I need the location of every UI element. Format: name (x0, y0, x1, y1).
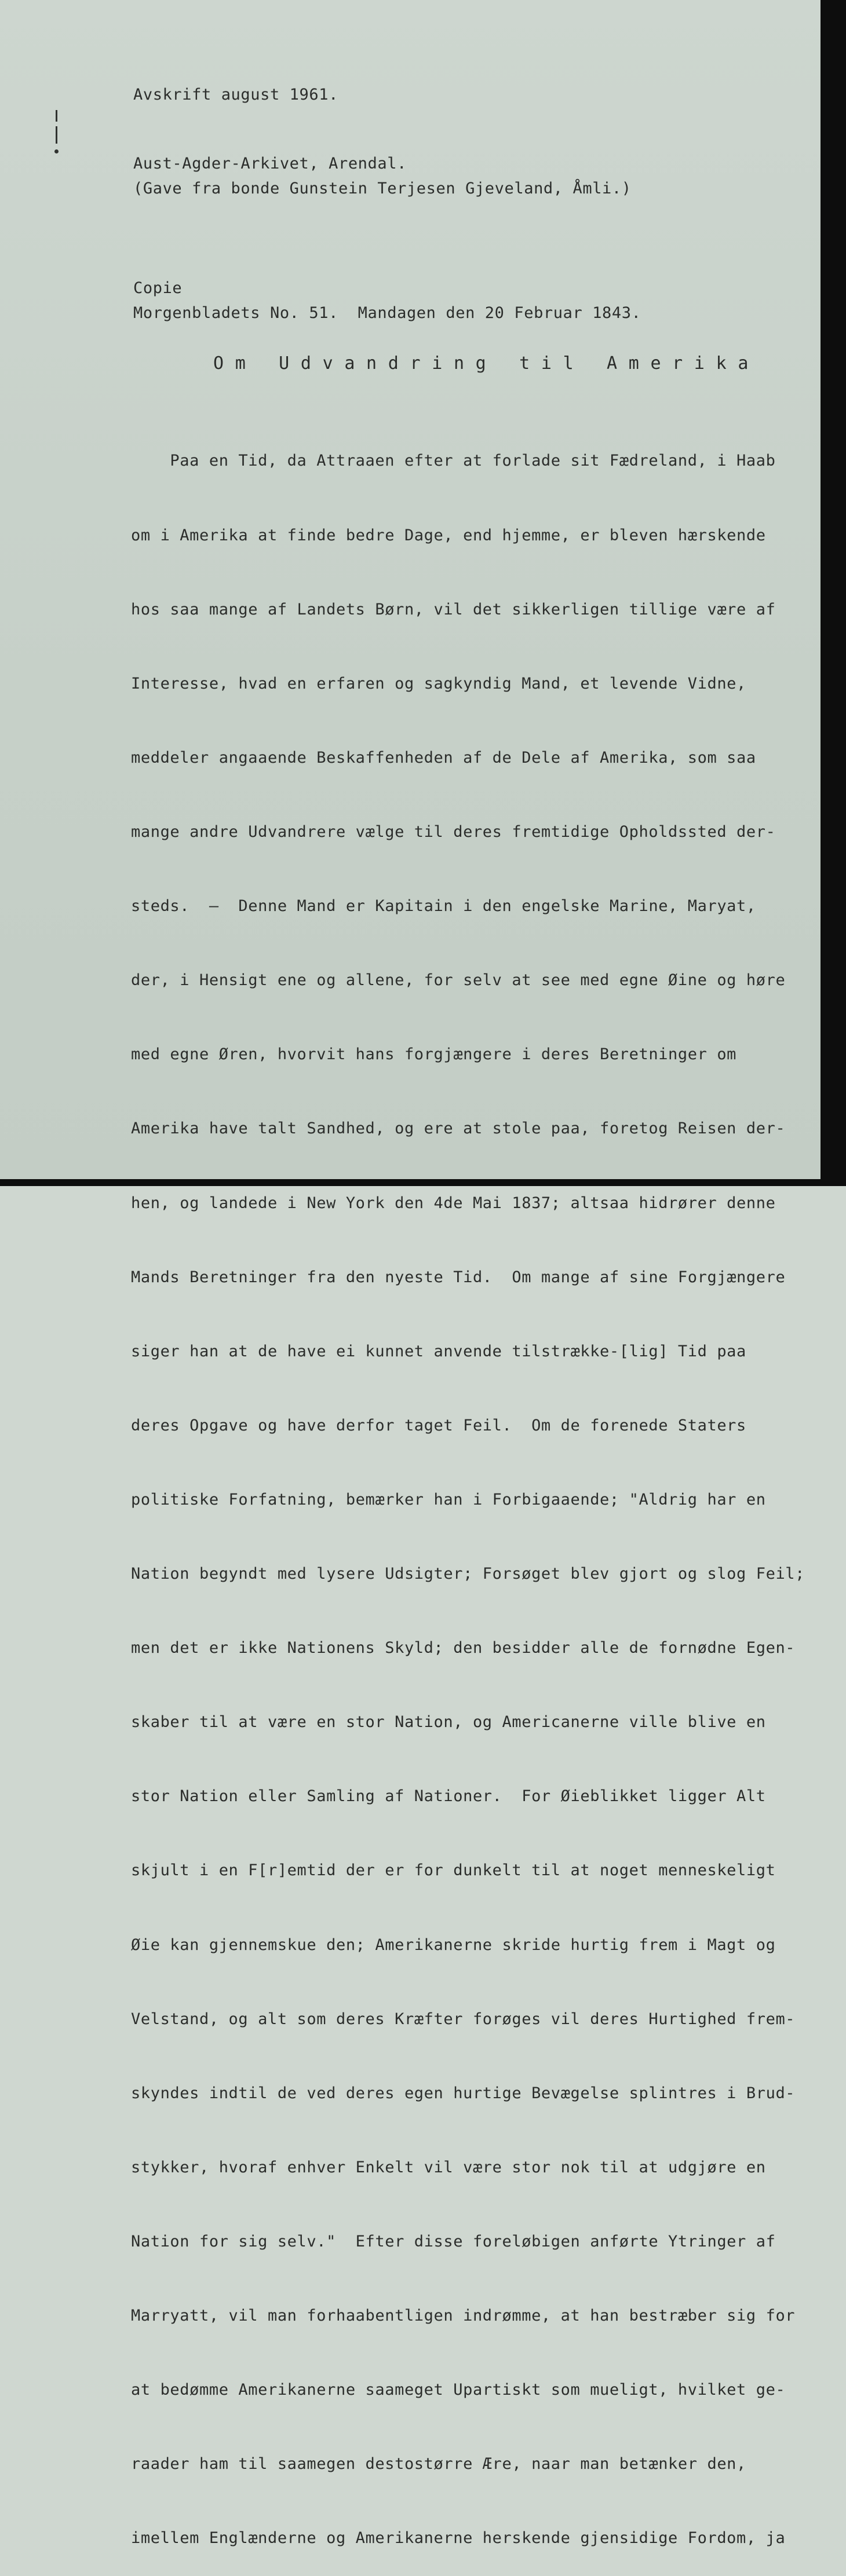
newspaper-reference: Morgenbladets No. 51. Mandagen den 20 Februar 1843. (133, 304, 641, 322)
article-line: Marryatt, vil man forhaabentligen indrømme, at han bestræber sig for (131, 2307, 796, 2325)
article-line: politiske Forfatning, bemærker han i Forbigaaende; "Aldrig har en (131, 1490, 766, 1509)
article-line: meddeler angaaende Beskaffenheden af de Dele af Amerika, som saa (131, 748, 756, 767)
article-line: raader ham til saamegen destostørre Ære, naar man betænker den, (131, 2455, 746, 2473)
article-line: Mands Beretninger fra den nyeste Tid. Om mange af sine Forgjængere (131, 1268, 786, 1286)
article-line: men det er ikke Nationens Skyld; den besidder alle de fornødne Egen- (131, 1639, 796, 1657)
article-line: Interesse, hvad en erfaren og sagkyndig Mand, et levende Vidne, (131, 674, 746, 693)
article-line: Øie kan gjennemskue den; Amerikanerne skride hurtig frem i Magt og (131, 1935, 776, 1954)
article-body (131, 400, 805, 2576)
article-line: med egne Øren, hvorvit hans forgjængere i deres Beretninger om (131, 1045, 737, 1064)
article-line: siger han at de have ei kunnet anvende tilstrække-[lig] Tid paa (131, 1342, 746, 1360)
article-line: at bedømme Amerikanerne saameget Upartiskt som mueligt, hvilket ge- (131, 2381, 786, 2399)
article-line: hen, og landede i New York den 4de Mai 1837; altsaa hidrører denne (131, 1194, 776, 1212)
margin-tick-mark (56, 110, 57, 122)
article-line: Paa en Tid, da Attraaen efter at forlade sit Fædreland, i Haab (131, 452, 776, 470)
article-line: hos saa mange af Landets Børn, vil det sikkerligen tillige være af (131, 600, 776, 619)
article-line: Amerika have talt Sandhed, og ere at stole paa, foretog Reisen der- (131, 1119, 786, 1138)
article-line: der, i Hensigt ene og allene, for selv at see med egne Øine og høre (131, 971, 786, 990)
provenance-note: (Gave fra bonde Gunstein Terjesen Gjeveland, Åmli.) (133, 180, 632, 197)
scan-border-right (821, 0, 846, 1186)
article-title: O m U d v a n d r i n g t i l A m e r i k a (213, 353, 749, 374)
article-line: Nation for sig selv." Efter disse foreløbigen anførte Ytringer af (131, 2233, 776, 2251)
article-line: skjult i en F[r]emtid der er for dunkelt til at noget menneskeligt (131, 1861, 776, 1880)
article-line: imellem Englænderne og Amerikanerne herskende gjensidige Fordom, ja (131, 2529, 786, 2548)
article-line: om i Amerika at finde bedre Dage, end hjemme, er bleven hærskende (131, 526, 766, 544)
margin-dot-mark (54, 149, 59, 153)
article-line: stor Nation eller Samling af Nationer. For Øieblikket ligger Alt (131, 1787, 766, 1806)
transcript-note: Avskrift august 1961. (133, 86, 338, 104)
copy-label: Copie (133, 279, 183, 297)
article-line: Velstand, og alt som deres Kræfter forøges vil deres Hurtighed frem- (131, 2010, 796, 2028)
article-line: stykker, hvoraf enhver Enkelt vil være stor nok til at udgjøre en (131, 2158, 766, 2176)
article-line: Nation begyndt med lysere Udsigter; Forsøget blev gjort og slog Feil; (131, 1565, 805, 1583)
article-line: deres Opgave og have derfor taget Feil. Om de forenede Staters (131, 1416, 746, 1435)
article-line: mange andre Udvandrere vælge til deres fremtidige Opholdssted der- (131, 822, 776, 841)
article-line: skyndes indtil de ved deres egen hurtige Bevægelse splintres i Brud- (131, 2084, 796, 2102)
article-line: steds. — Denne Mand er Kapitain i den engelske Marine, Maryat, (131, 897, 756, 916)
article-line: skaber til at være en stor Nation, og Americanerne ville blive en (131, 1713, 766, 1732)
margin-line-mark (56, 126, 57, 144)
archive-name: Aust-Agder-Arkivet, Arendal. (133, 155, 407, 173)
